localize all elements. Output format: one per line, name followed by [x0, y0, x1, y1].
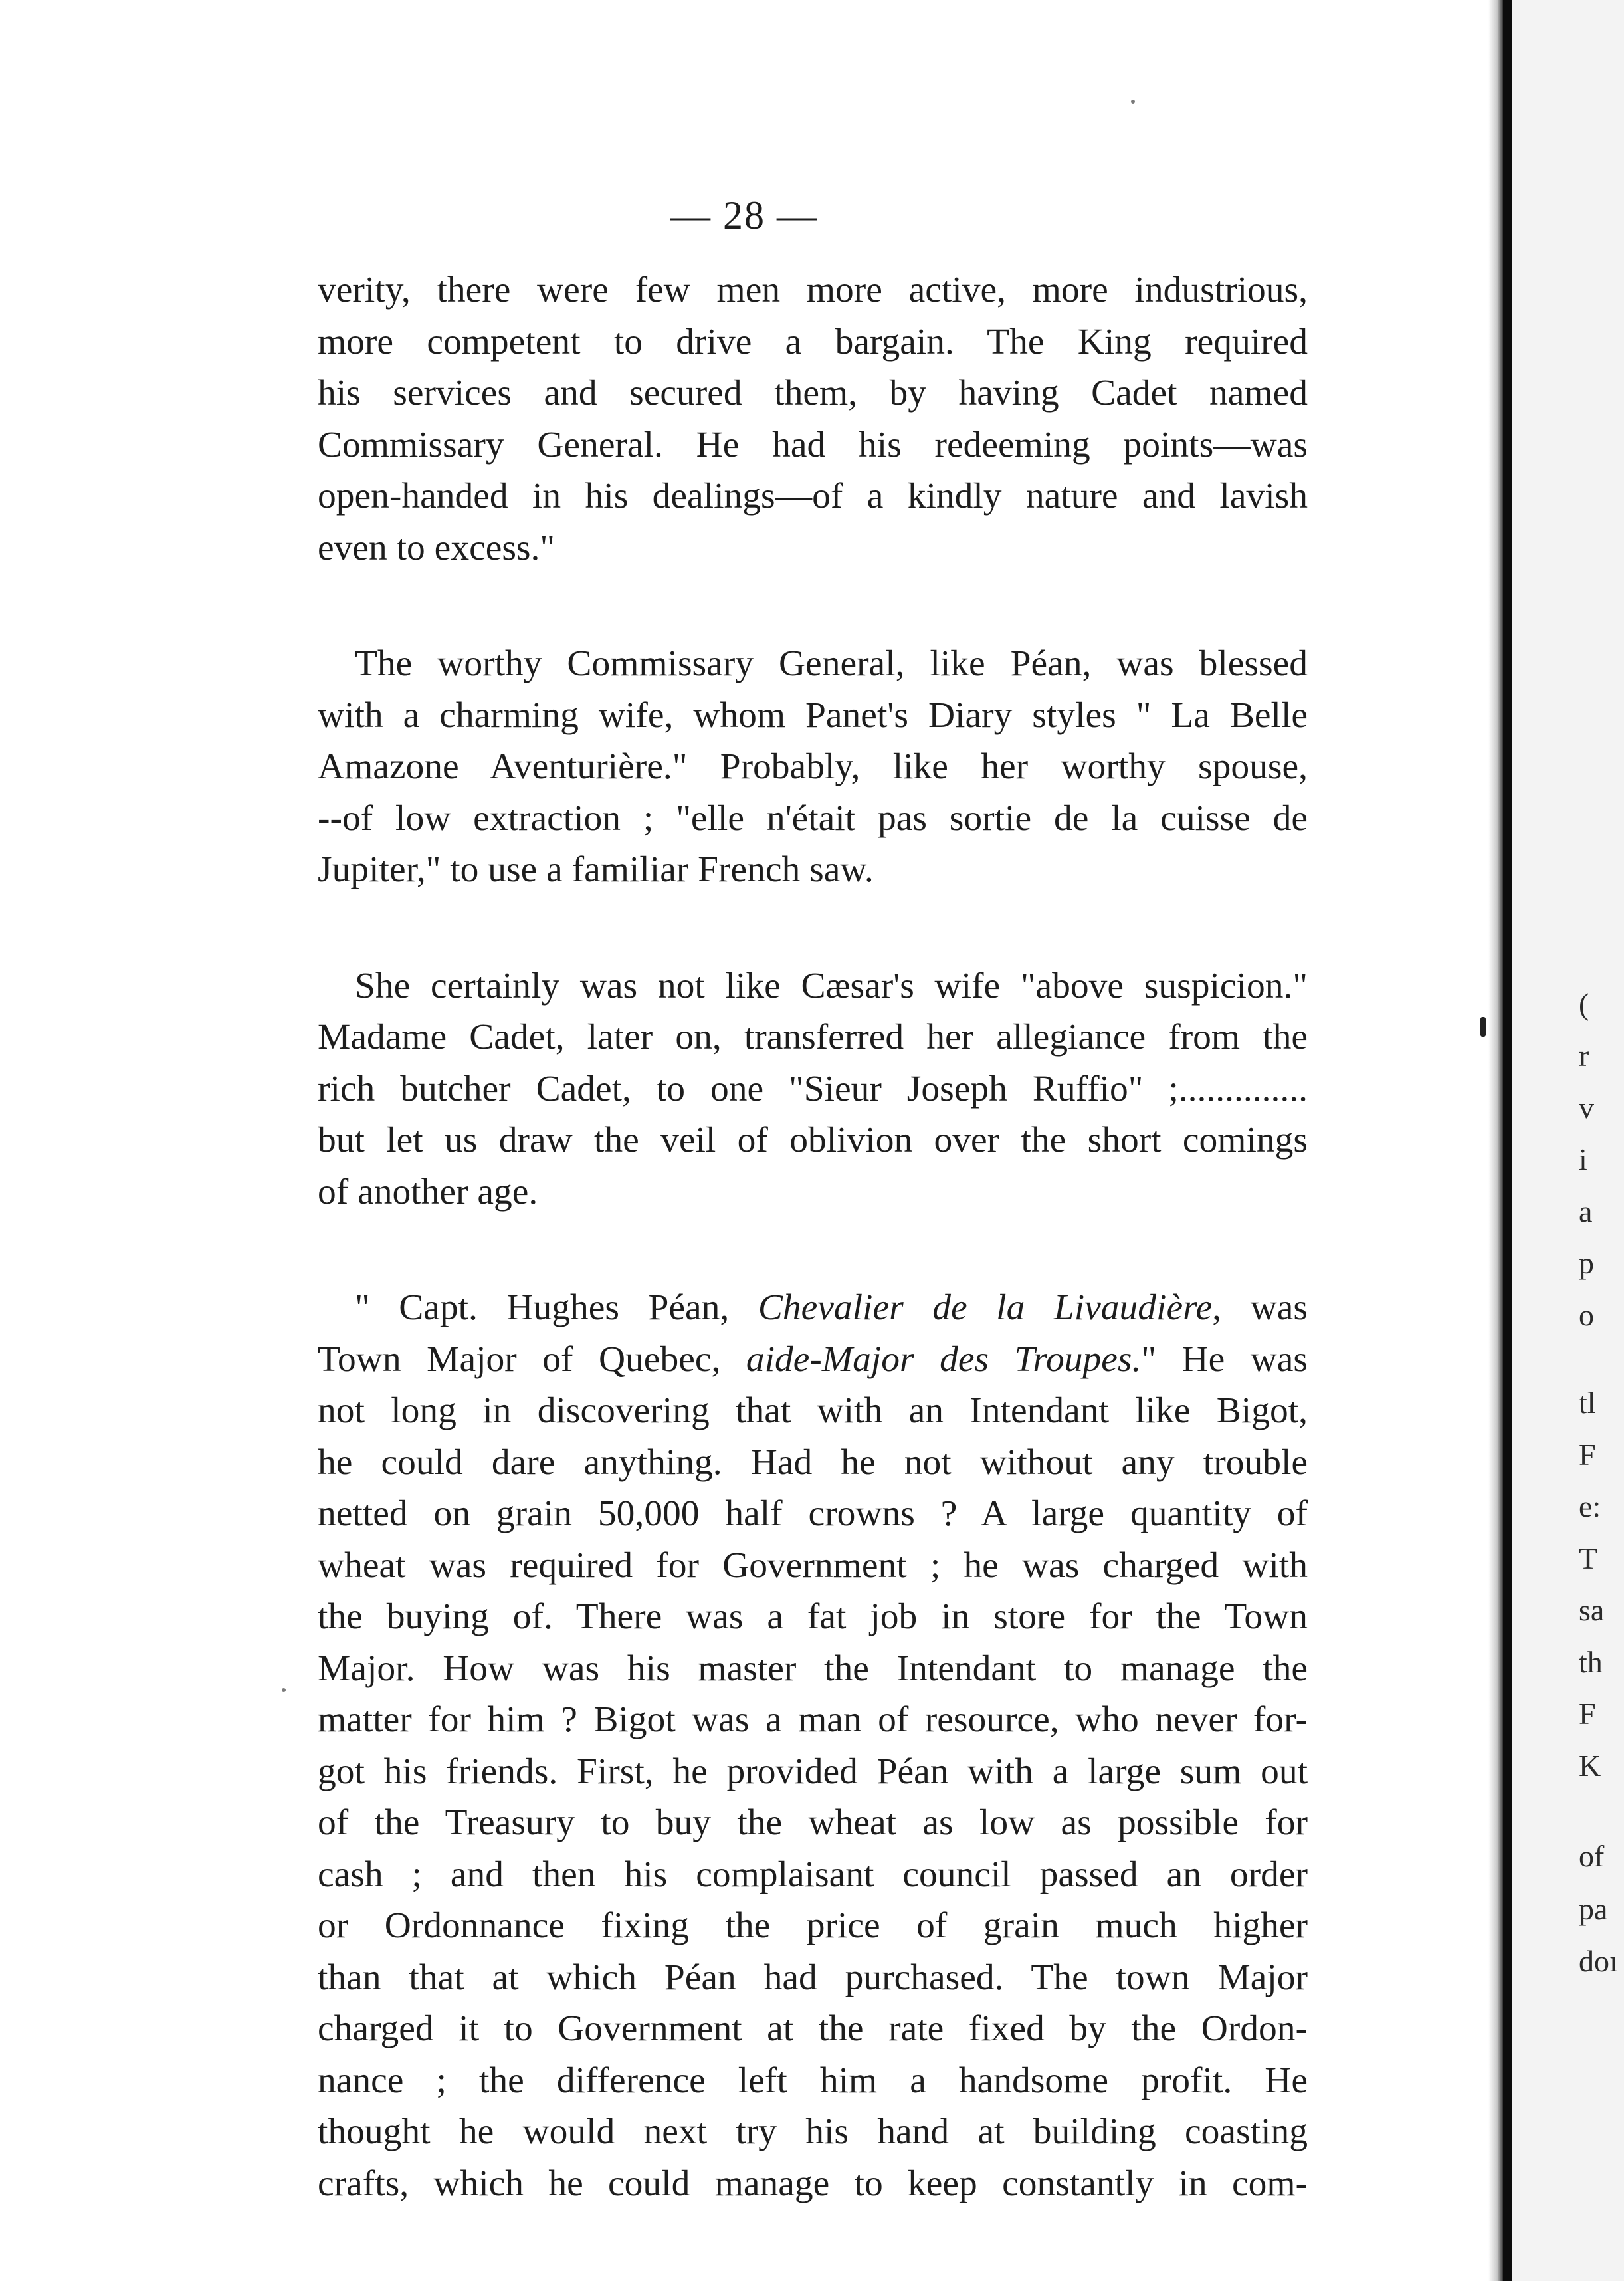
paragraph-gap — [318, 574, 1308, 638]
facing-page-fragment: p — [1579, 1246, 1594, 1280]
italic-phrase: Chevalier de la Livaudière — [758, 1287, 1213, 1328]
text-line: Commissary General. He had his redeeming points—was — [318, 424, 1308, 465]
text-line: " Capt. Hughes Péan, Chevalier de la Livaudière, was — [355, 1287, 1308, 1328]
facing-page-fragment: K — [1579, 1749, 1601, 1783]
paragraph-gap — [318, 896, 1308, 960]
text-line: matter for him ? Bigot was a man of resource, who never for- — [318, 1699, 1308, 1740]
text-line: crafts, which he could manage to keep constantly in com- — [318, 2163, 1308, 2204]
facing-page-fragment: i — [1579, 1142, 1587, 1176]
facing-page-fragment: F — [1579, 1438, 1596, 1471]
text-line: netted on grain 50,000 half crowns ? A large quantity of — [318, 1493, 1308, 1534]
facing-page-fragment: ( — [1579, 987, 1589, 1021]
text-line: but let us draw the veil of oblivion over the short comings — [318, 1120, 1308, 1160]
scan-mark — [1480, 1017, 1486, 1037]
scan-speck — [282, 1688, 286, 1692]
text-line: of another age. — [318, 1171, 538, 1212]
text-line: even to excess." — [318, 527, 556, 568]
facing-page-fragment: th — [1579, 1645, 1603, 1679]
text-line: Madame Cadet, later on, transferred her allegiance from the — [318, 1017, 1308, 1057]
text-line: his services and secured them, by having Cadet named — [318, 373, 1308, 413]
page-gutter — [1488, 0, 1504, 2281]
text-line: got his friends. First, he provided Péan with a large sum out — [318, 1751, 1308, 1792]
facing-page-fragment: o — [1579, 1298, 1594, 1332]
text-line: The worthy Commissary General, like Péan, was blessed — [355, 643, 1308, 684]
text-line: not long in discovering that with an Intendant like Bigot, — [318, 1390, 1308, 1431]
paragraph — [318, 1282, 1308, 2209]
text-line: rich butcher Cadet, to one "Sieur Joseph Ruffio" ;.............. — [318, 1068, 1308, 1109]
text-line: wheat was required for Government ; he was charged with — [318, 1545, 1308, 1586]
text-line: of the Treasury to buy the wheat as low as possible for — [318, 1802, 1308, 1843]
scan-speck — [1131, 100, 1135, 104]
paragraph — [318, 638, 1308, 896]
text-line: cash ; and then his complaisant council passed an order — [318, 1854, 1308, 1895]
facing-page-fragment: e: — [1579, 1489, 1601, 1523]
text-line: Jupiter," to use a familiar French saw. — [318, 849, 874, 890]
text-line: with a charming wife, whom Panet's Diary styles " La Belle — [318, 695, 1308, 736]
facing-page-fragment: T — [1579, 1541, 1598, 1575]
paragraph — [318, 265, 1308, 574]
facing-page-fragment: doı — [1579, 1944, 1618, 1978]
page-text — [318, 265, 1308, 2209]
text-line: Amazone Aventurière." Probably, like her worthy spouse, — [318, 746, 1308, 787]
facing-page — [1503, 0, 1624, 2281]
text-line: the buying of. There was a fat job in store for the Town — [318, 1596, 1308, 1637]
text-line: thought he would next try his hand at building coasting — [318, 2112, 1308, 2152]
text-line: or Ordonnance fixing the price of grain much higher — [318, 1905, 1308, 1946]
text-line: nance ; the difference left him a handsome profit. He — [318, 2060, 1308, 2101]
paragraph-gap — [318, 1218, 1308, 1282]
text-line: he could dare anything. Had he not without any trouble — [318, 1442, 1308, 1483]
page-number: — 28 — — [670, 193, 818, 237]
text-line: open-handed in his dealings—of a kindly nature and lavish — [318, 476, 1308, 516]
text-line: Major. How was his master the Intendant to manage the — [318, 1648, 1308, 1689]
facing-page-fragment: sa — [1579, 1593, 1605, 1627]
paragraph — [318, 960, 1308, 1218]
text-line: than that at which Péan had purchased. The town Major — [318, 1957, 1308, 1998]
text-line: more competent to drive a bargain. The King required — [318, 321, 1308, 362]
facing-page-fragment: tl — [1579, 1386, 1596, 1420]
text-line: charged it to Government at the rate fixed by the Ordon- — [318, 2009, 1308, 2049]
facing-page-fragment: of — [1579, 1839, 1605, 1873]
text-line: She certainly was not like Cæsar's wife "above suspicion." — [355, 965, 1308, 1006]
facing-page-fragment: v — [1579, 1091, 1594, 1125]
italic-phrase: aide-Major des Troupes. — [746, 1339, 1142, 1380]
text-line: --of low extraction ; "elle n'était pas sortie de la cuisse de — [318, 798, 1308, 839]
facing-page-fragment: a — [1579, 1194, 1593, 1228]
text-line: verity, there were few men more active, more industrious, — [318, 270, 1308, 310]
facing-page-fragment: F — [1579, 1697, 1596, 1731]
facing-page-fragment: r — [1579, 1039, 1589, 1073]
text-line: Town Major of Quebec, aide-Major des Troupes." He was — [318, 1339, 1308, 1380]
facing-page-fragment: pa — [1579, 1892, 1608, 1926]
